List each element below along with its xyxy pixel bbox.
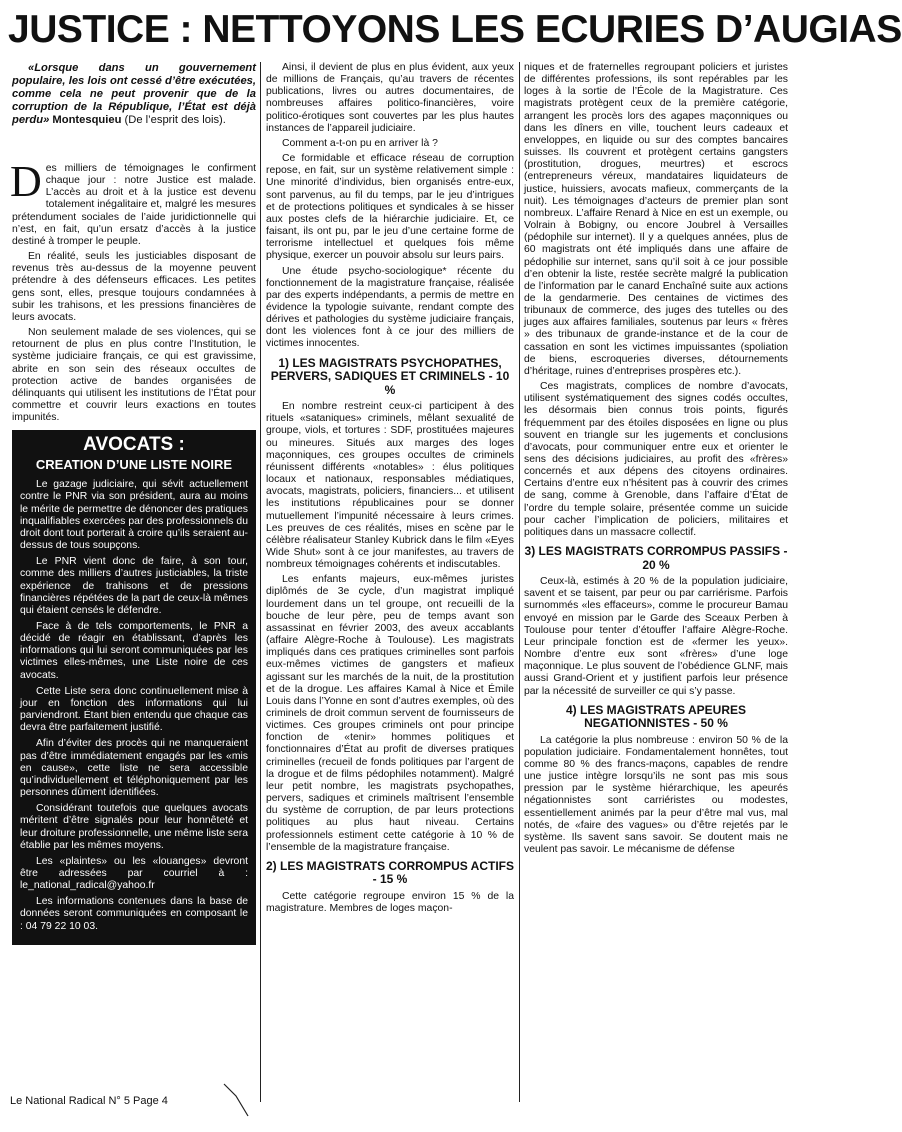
sidebar-box-avocats xyxy=(12,430,256,944)
body-paragraph: Une étude psycho-sociologique* récente du fonctionnement de la magistrature française, réalisée par des experts indépendants, a permis de mettre en évidence la typologie suivante, rendant compte des dérives et pathologies du système judiciaire français, dont les violences font à ce jour des milliers de victimes innocentes. xyxy=(266,265,514,350)
body-paragraph: Cette catégorie regroupe environ 15 % de la magistrature. Membres de loges maçon- xyxy=(266,890,514,915)
section-heading: 1) LES MAGISTRATS PSYCHOPATHES, PERVERS, SADIQUES ET CRIMINELS - 10 % xyxy=(270,355,510,397)
headline: JUSTICE : NETTOYONS LES ECURIES D’AUGIAS xyxy=(8,8,902,51)
column-divider xyxy=(260,62,261,1102)
intro-paragraph: Des milliers de témoignages le confirment chaque jour : notre Justice est malade. L’accès au droit et à la justice est devenu totalement inégalitaire et, malgré les mesures prétendument sociales de l’aide juridictionnelle qui n’est, en fait, qu’un ersatz d’accès à la justice destiné à tromper le peuple. xyxy=(10,157,256,247)
box-paragraph: Le gazage judiciaire, qui sévit actuellement contre le PNR via son président, aura au moins le mérite de permettre de dénoncer des pratiques inqualifiables exercées par des professionnels du droit dont tout porterait à croire qu’ils seraient au-dessus de tous soupçons. xyxy=(20,479,248,552)
body-paragraph: Ces magistrats, complices de nombre d’avocats, utilisent systématiquement des signes codés occultes, les désormais bien connus trois points, figurés fréquemment par des étoiles disposées en ligne ou plus souvent en triangle sur les jugements et conclusions d’avocats, pour communiquer entre eux et orienter le sens des décisions judiciaires, au profit des «frères» concernés et aux dépens des citoyens ordinaires. Certains d’entre eux n’hésitent pas à couvrir des crimes de sang, comme à Grenoble, dans l’affaire d’État de l’ordre du temple solaire, présentée comme un suicide pour cacher l’implication de policiers, militaires et politiques dans un massacre collectif. xyxy=(524,381,788,538)
page-footer: Le National Radical N° 5 Page 4 xyxy=(10,1095,168,1107)
box-paragraph: Les «plaintes» ou les «louanges» devront être adressées par courriel à : le_national_radical@yahoo.fr xyxy=(20,855,248,892)
column-divider xyxy=(519,62,520,1102)
section-heading: 4) LES MAGISTRATS APEURES NEGATIONNISTES - 50 % xyxy=(565,702,747,731)
body-paragraph: Ainsi, il devient de plus en plus évident, aux yeux de millions de Français, qu’au travers de récentes publications, livres ou autres documentaires, de nombreuses affaires politico-financières, voire politico-érotiques sont couvertes par les plus hautes instances de l’appareil judiciaire. xyxy=(266,62,514,134)
quote-source: (De l’esprit des lois). xyxy=(124,114,226,126)
body-paragraph: niques et de fraternelles regroupant policiers et juristes de différentes professions, ils sont repérables par les loges à la sortie de l’École de la Magistrature. Ces magistrats protègent ceux de la première catégorie, arrangent les procès lors des agapes maçonniques ou dans les dîners en ville, touchent leurs cadeaux et enveloppes, en liquide ou sur des comptes bancaires suisses. Ils couvrent et protègent certains gangsters (prostitution, drogues, meurtres) et escrocs (entrepreneurs véreux, mandataires liquidateurs de justice, huissiers, avocats mafieux, commerçants de la nuit). Les témoignages d’acteurs de premier plan sont nombreux. L’affaire Renard à Nice en est un exemple, ou Volrain à Bobigny, ou encore Joubrel à Versailles (pédophile sur internet). Il y a quelques années, plus de 60 magistrats ont été impliqués dans une affaire de pédophilie sur internet, sans qu’il soit à ce jour possible d’en obtenir la liste, restée secrète malgré la publication de l’information par le canard Enchaîné suite aux actions de la gendarmerie. Des centaines de victimes des tribunaux de commerce, des juges des tutelles ou des juges aux affaires familiales, soutenus par leurs « frères » des tribunaux de grande-instance et de la cour de cassation en sont les victimes impuissantes (spoliation de biens, escroqueries diverses, détournements d’héritage, ruines d’entreprises prospères etc.). xyxy=(524,62,788,377)
column-2 xyxy=(266,62,514,918)
column-3 xyxy=(524,62,788,859)
box-subtitle: CREATION D’UNE LISTE NOIRE xyxy=(35,457,233,473)
epigraph xyxy=(12,62,256,127)
quote-text: «Lorsque dans un gouvernement populaire, les lois ont cessé d’être exécutées, comme cela ne peut provenir que de la corruption de la République, l’État est déjà perdu» xyxy=(12,62,256,126)
body-paragraph: Comment a-t-on pu en arriver là ? xyxy=(282,137,438,149)
intro xyxy=(10,157,256,424)
section-heading: 2) LES MAGISTRATS CORROMPUS ACTIFS - 15 % xyxy=(266,858,515,887)
drop-cap: D xyxy=(10,157,42,206)
intro-paragraph: En réalité, seuls les justiciables disposant de revenus très au-dessus de la moyenne peuvent prétendre à des défenseurs efficaces. Les petites gens sont, elles, presque toujours condamnées à subir les trahisons, et les pressions financières de leurs avocats. xyxy=(12,251,256,323)
body-paragraph: Les enfants majeurs, eux-mêmes juristes diplômés de 3e cycle, d’un magistrat impliqué lourdement dans un tel groupe, ont recueilli de la bouche de leur père, peu de temps avant son assassinat en février 2003, des aveux accablants (affaire Alègre-Roche à Toulouse). Les magistrats impliqués dans ces pratiques criminelles sont parfois eux-mêmes victimes de gangsters et mafieux agissant sur les marchés de la nuit, de la prostitution et de la drogue. Les affaires Kamal à Nice et Émile Louis dans l’Yonne en sont d’autres exemples, où des criminels de droit commun servent de fournisseurs de victimes. Ces groupes criminels ont pour principe fonction de «tenir» hommes politiques et fonctionnaires d’État au profit de diverses pratiques criminelles (recueil de fonds politiques par l’argent de la drogue et de films pédophiles notamment). Malgré leur petit nombre, les magistrats psychopathes, pervers, sadiques et criminels maîtrisent l’ensemble du système de corruption, de par leurs protections politiques au plus haut niveau. Certains professionnels estiment cette catégorie à 10 % de l’ensemble de la magistrature française. xyxy=(266,574,515,853)
box-paragraph: Afin d’éviter des procès qui ne manqueraient pas d’être immédiatement engagés par les «mis en cause», cette liste ne sera accessible qu’individuellement et téléphoniquement par les personnes dûment identifiées. xyxy=(20,738,248,799)
body-paragraph: En nombre restreint ceux-ci participent à des rituels «sataniques» criminels, mêlant sexualité de groupe, viols, et tortures : SDF, prostituées majeures ou mineures. Situés aux marges des loges maçonniques, ces groupes occultes de criminels réunissent différents «notables» : élus politiques locaux et nationaux, responsables médiatiques, avocats, magistrats, policiers, financiers... et utilisent les institutions républicaines pour se donner mutuellement l’impunité nécessaire à leurs crimes. Les preuves de ces réalités, mises en scène par le célèbre réalisateur Stanley Kubrick dans le film «Eyes Wide Shut» sont à ce jour manifestes, au travers de nombreux témoignages cohérents et indiscutables. xyxy=(266,401,514,571)
box-paragraph: Considérant toutefois que quelques avocats méritent d’être signalés pour leur honnêteté et leur droiture professionnelle, une même liste sera établie par les mêmes moyens. xyxy=(20,803,248,851)
box-title: AVOCATS : xyxy=(83,434,185,456)
box-paragraph: Les informations contenues dans la base de données seront communiquées en composant le : 04 79 22 10 03. xyxy=(20,896,248,932)
column-1 xyxy=(12,62,256,945)
intro-paragraph: Non seulement malade de ses violences, qui se retournent de plus en plus contre l’Institution, le système judiciaire français, ce qui est gravissime, abrite en son sein des réseaux occultes de protection active de bandes organisées de délinquants qui utilisent les institutions de l’État pour commettre et couvrir leurs exactions en toutes impunités. xyxy=(12,327,256,424)
body-paragraph: La catégorie la plus nombreuse : environ 50 % de la population judiciaire. Fondamentalement honnêtes, tout comme 80 % des francs-maçons, capables de rendre une justice intègre lorsqu’ils ne sont pas mis sous pression par le système hiérarchique, les apeurés négationnistes sont carriéristes ou modestes, essentiellement animés par la peur d’être mal vus, mal notés, de «faire des vagues» ou d’être rejetés par le système. Ils savent sans savoir. Se doutent mais ne veulent pas savoir. Le mécanisme de défense xyxy=(524,734,788,856)
section-heading: 3) LES MAGISTRATS CORROMPUS PASSIFS - 20 % xyxy=(524,544,788,572)
box-paragraph: Le PNR vient donc de faire, à son tour, comme des milliers d’autres justiciables, la triste expérience de trahisons et de pressions financières répétées de la part de ceux-là mêmes qui étaient censés le défendre. xyxy=(20,556,248,616)
box-paragraph: Cette Liste sera donc continuellement mise à jour en fonction des informations qui lui parviendront. Étant bien entendu que chaque cas devra être parfaitement justifié. xyxy=(20,685,248,734)
pen-stroke-mark xyxy=(222,1082,250,1118)
box-paragraph: Face à de tels comportements, le PNR a décidé de réagir en établissant, d’après les informations qui lui seront communiquées par les victimes elles-mêmes, une Liste noire de ces avocats. xyxy=(20,621,248,681)
body-paragraph: Ceux-là, estimés à 20 % de la population judiciaire, savent et se taisent, par peur ou par carriérisme. Parfois surnommés «les effaceurs», comme le procureur Bamau envoyé en mission par le Garde des Sceaux Perben à Toulouse pour tenter d’étouffer l’affaire Alègre-Roche. Leur principale fonction est de «fermer les yeux». Nombre d’entre eux sont «frères» d’une loge maçonnique. Le plus souvent de l’obédience GLNF, mais aussi Grand-Orient et y justifient parfois leur présence par la nécessité de surveiller ce qui s’y passe. xyxy=(524,576,788,697)
quote-author: Montesquieu xyxy=(52,114,122,126)
body-paragraph: Ce formidable et efficace réseau de corruption repose, en fait, sur un système relativement simple : Une minorité d’individus, bien organisés entre-eux, sont parvenus, au fil du temps, par le jeu d’intrigues et de protections politiques et syndicales à se hisser aux postes clefs de la hiérarchie judiciaire. Et, ce faisant, ils ont pu, par le jeu d’une certaine forme de terrorisme intellectuel et quelques fois même physique, exercer un pouvoir absolu sur leurs pairs. xyxy=(266,153,514,262)
